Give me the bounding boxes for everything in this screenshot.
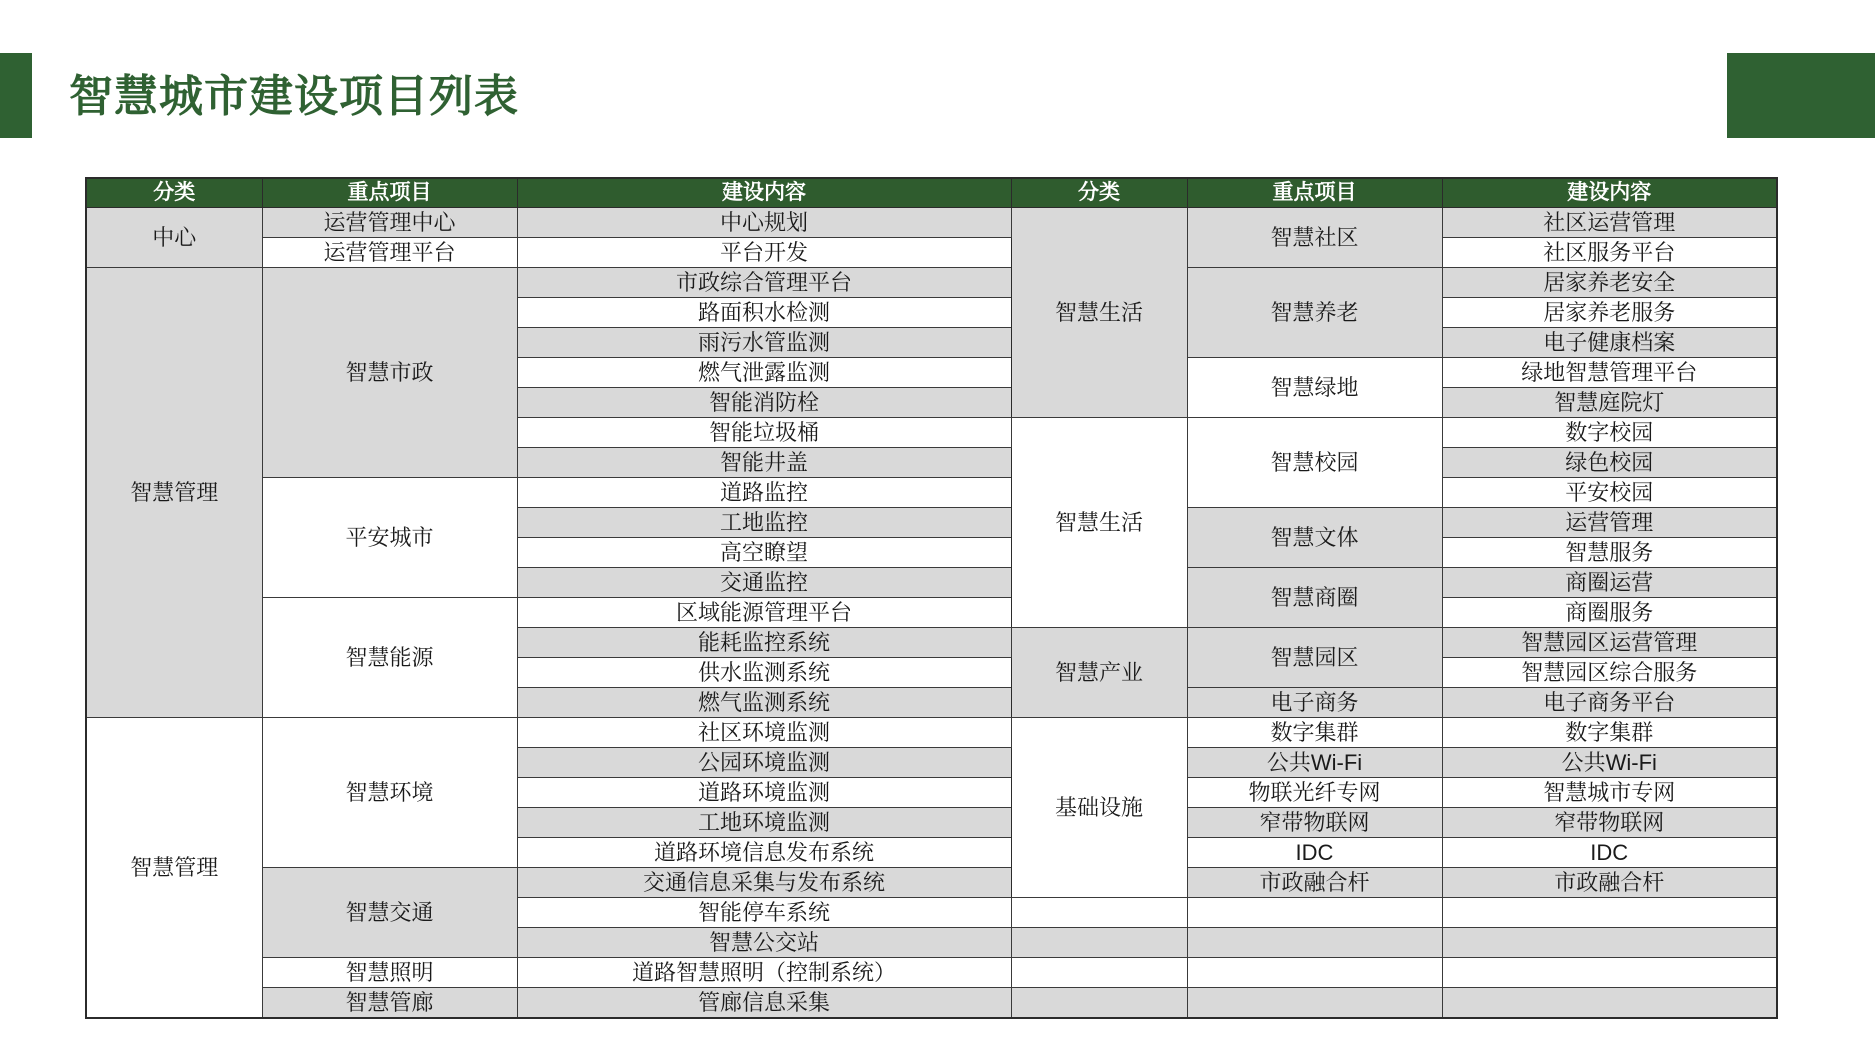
content-cell: 交通信息采集与发布系统	[517, 868, 1011, 898]
project-cell: 智慧绿地	[1187, 358, 1442, 418]
page-title: 智慧城市建设项目列表	[69, 72, 519, 121]
project-cell: 电子商务	[1187, 688, 1442, 718]
content-cell: 公共Wi-Fi	[1442, 748, 1777, 778]
content-cell: 绿地智慧管理平台	[1442, 358, 1777, 388]
table-row	[86, 208, 1777, 238]
content-cell: 交通监控	[517, 568, 1011, 598]
content-cell: 居家养老安全	[1442, 268, 1777, 298]
content-cell: 燃气泄露监测	[517, 358, 1011, 388]
project-cell: 智慧环境	[262, 718, 517, 868]
content-cell: 市政综合管理平台	[517, 268, 1011, 298]
column-header-content: 建设内容	[1442, 178, 1777, 208]
category-cell: 智慧产业	[1011, 628, 1187, 718]
content-cell: 道路智慧照明（控制系统）	[517, 958, 1011, 988]
project-cell: 智慧照明	[262, 958, 517, 988]
empty-cell	[1011, 898, 1187, 928]
content-cell: 管廊信息采集	[517, 988, 1011, 1019]
table-row	[86, 238, 1777, 268]
content-cell: 智慧园区综合服务	[1442, 658, 1777, 688]
content-cell: 绿色校园	[1442, 448, 1777, 478]
category-cell: 中心	[86, 208, 262, 268]
column-header-project: 重点项目	[1187, 178, 1442, 208]
empty-cell	[1187, 898, 1442, 928]
project-cell: 智慧能源	[262, 598, 517, 718]
right-accent-block	[1727, 53, 1875, 138]
content-cell: 智能井盖	[517, 448, 1011, 478]
table-row	[86, 988, 1777, 1019]
project-cell: 市政融合杆	[1187, 868, 1442, 898]
content-cell: 电子商务平台	[1442, 688, 1777, 718]
empty-cell	[1442, 988, 1777, 1019]
content-cell: 商圈服务	[1442, 598, 1777, 628]
empty-cell	[1442, 928, 1777, 958]
project-cell: 智慧市政	[262, 268, 517, 478]
table-header	[86, 178, 1777, 208]
project-cell: IDC	[1187, 838, 1442, 868]
content-cell: 窄带物联网	[1442, 808, 1777, 838]
content-cell: 智能垃圾桶	[517, 418, 1011, 448]
content-cell: 社区运营管理	[1442, 208, 1777, 238]
category-cell: 智慧管理	[86, 268, 262, 718]
content-cell: 数字集群	[1442, 718, 1777, 748]
content-cell: 市政融合杆	[1442, 868, 1777, 898]
project-cell: 公共Wi-Fi	[1187, 748, 1442, 778]
empty-cell	[1011, 988, 1187, 1019]
content-cell: 燃气监测系统	[517, 688, 1011, 718]
content-cell: 路面积水检测	[517, 298, 1011, 328]
content-cell: 智能消防栓	[517, 388, 1011, 418]
content-cell: 电子健康档案	[1442, 328, 1777, 358]
content-cell: 雨污水管监测	[517, 328, 1011, 358]
table-row	[86, 868, 1777, 898]
project-cell: 数字集群	[1187, 718, 1442, 748]
project-table	[85, 177, 1778, 1019]
project-cell: 智慧养老	[1187, 268, 1442, 358]
empty-cell	[1442, 898, 1777, 928]
content-cell: 道路环境信息发布系统	[517, 838, 1011, 868]
content-cell: 智慧庭院灯	[1442, 388, 1777, 418]
content-cell: 高空瞭望	[517, 538, 1011, 568]
content-cell: 区域能源管理平台	[517, 598, 1011, 628]
content-cell: 工地环境监测	[517, 808, 1011, 838]
category-cell: 智慧生活	[1011, 208, 1187, 418]
content-cell: 商圈运营	[1442, 568, 1777, 598]
content-cell: 社区服务平台	[1442, 238, 1777, 268]
content-cell: 智慧服务	[1442, 538, 1777, 568]
content-cell: 数字校园	[1442, 418, 1777, 448]
category-cell: 智慧管理	[86, 718, 262, 1019]
content-cell: 居家养老服务	[1442, 298, 1777, 328]
project-cell: 智慧交通	[262, 868, 517, 958]
table-row	[86, 268, 1777, 298]
category-cell: 智慧生活	[1011, 418, 1187, 628]
content-cell: 运营管理	[1442, 508, 1777, 538]
project-cell: 窄带物联网	[1187, 808, 1442, 838]
project-cell: 运营管理平台	[262, 238, 517, 268]
column-header-project: 重点项目	[262, 178, 517, 208]
content-cell: 智慧园区运营管理	[1442, 628, 1777, 658]
project-cell: 智慧管廊	[262, 988, 517, 1019]
empty-cell	[1187, 928, 1442, 958]
project-cell: 运营管理中心	[262, 208, 517, 238]
project-cell: 智慧校园	[1187, 418, 1442, 508]
content-cell: 智慧城市专网	[1442, 778, 1777, 808]
project-cell: 智慧社区	[1187, 208, 1442, 268]
empty-cell	[1187, 958, 1442, 988]
project-cell: 智慧园区	[1187, 628, 1442, 688]
content-cell: 公园环境监测	[517, 748, 1011, 778]
table-row	[86, 598, 1777, 628]
table-body	[86, 208, 1777, 1019]
content-cell: 智慧公交站	[517, 928, 1011, 958]
content-cell: 智能停车系统	[517, 898, 1011, 928]
empty-cell	[1011, 928, 1187, 958]
table-row	[86, 718, 1777, 748]
column-header-category: 分类	[1011, 178, 1187, 208]
content-cell: 道路监控	[517, 478, 1011, 508]
content-cell: 能耗监控系统	[517, 628, 1011, 658]
column-header-category: 分类	[86, 178, 262, 208]
content-cell: IDC	[1442, 838, 1777, 868]
content-cell: 平台开发	[517, 238, 1011, 268]
header-row	[86, 178, 1777, 208]
content-cell: 平安校园	[1442, 478, 1777, 508]
content-cell: 道路环境监测	[517, 778, 1011, 808]
content-cell: 工地监控	[517, 508, 1011, 538]
column-header-content: 建设内容	[517, 178, 1011, 208]
empty-cell	[1187, 988, 1442, 1019]
project-cell: 智慧商圈	[1187, 568, 1442, 628]
table-row	[86, 958, 1777, 988]
empty-cell	[1442, 958, 1777, 988]
project-cell: 物联光纤专网	[1187, 778, 1442, 808]
content-cell: 供水监测系统	[517, 658, 1011, 688]
empty-cell	[1011, 958, 1187, 988]
project-cell: 智慧文体	[1187, 508, 1442, 568]
content-cell: 社区环境监测	[517, 718, 1011, 748]
left-accent-bar	[0, 53, 32, 138]
category-cell: 基础设施	[1011, 718, 1187, 898]
table-row	[86, 478, 1777, 508]
content-cell: 中心规划	[517, 208, 1011, 238]
project-cell: 平安城市	[262, 478, 517, 598]
